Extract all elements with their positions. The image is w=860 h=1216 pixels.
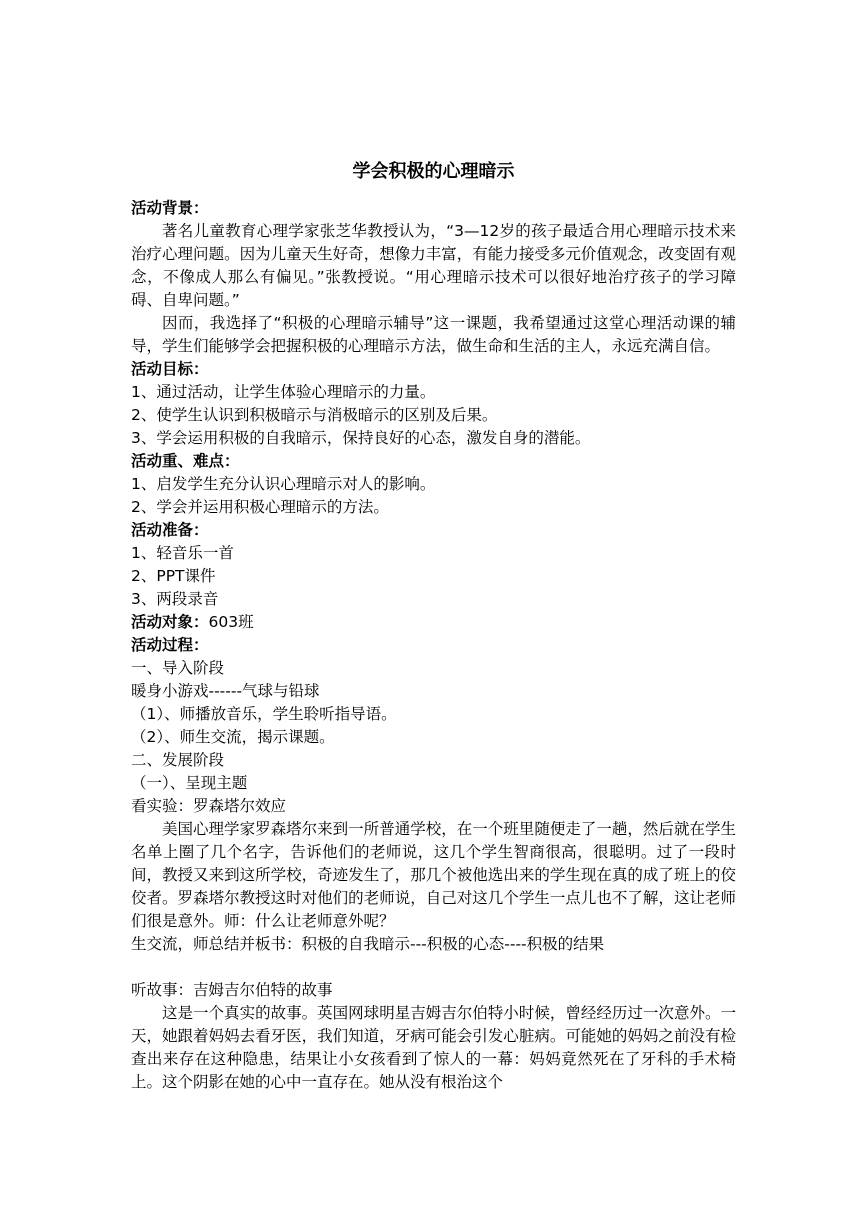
- prep-item: 1、轻音乐一首: [131, 544, 234, 562]
- summary-line: 生交流，师总结并板书：积极的自我暗示---积极的心态----积极的结果: [131, 935, 605, 953]
- keypoints-heading: 活动重、难点：: [131, 452, 240, 470]
- goal-item: 3、学会运用积极的自我暗示，保持良好的心态，激发自身的潜能。: [131, 429, 591, 447]
- story-paragraph: 这是一个真实的故事。英国网球明星吉姆吉尔伯特小时候，曾经经历过一次意外。一天，她跟着妈妈去看牙医，我们知道，牙病可能会引发心脏病。可能她的妈妈之前没有检查出来存在这种隐患，结果让小女孩看到了惊人的一幕：妈妈竟然死在了牙科的手术椅上。这个阴影在她的心中一直存在。她从没有根治这个: [131, 1004, 736, 1091]
- stage-2-heading: 二、发展阶段: [131, 751, 225, 769]
- process-step: （1）、师播放音乐，学生聆听指导语。: [131, 705, 397, 723]
- background-paragraph-1: 著名儿童教育心理学家张芝华教授认为，“3—12岁的孩子最适合用心理暗示技术来治疗心理问题。因为儿童天生好奇，想像力丰富，有能力接受多元价值观念，改变固有观念，不像成人那么有偏见。”张教授说。“用心理暗示技术可以很好地治疗孩子的学习障碍、自卑问题。”: [131, 222, 736, 309]
- document-page: [131, 160, 736, 1094]
- process-step: （2）、师生交流，揭示课题。: [131, 728, 335, 746]
- experiment-paragraph: 美国心理学家罗森塔尔来到一所普通学校，在一个班里随便走了一趟，然后就在学生名单上圈了几个名字，告诉他们的老师说，这几个学生智商很高，很聪明。过了一段时间，教授又来到这所学校，奇迹发生了，那几个被他选出来的学生现在真的成了班上的佼佼者。罗森塔尔教授这时对他们的老师说，自己对这几个学生一点儿也不了解，这让老师们很是意外。师：什么让老师意外呢？: [131, 820, 736, 930]
- document-title: 学会积极的心理暗示: [352, 161, 515, 182]
- goals-heading: 活动目标：: [131, 360, 209, 378]
- prep-item: 3、两段录音: [131, 590, 219, 608]
- target-value: 603班: [208, 613, 254, 631]
- process-heading: 活动过程：: [131, 636, 209, 654]
- warmup-game: 暖身小游戏------气球与铅球: [131, 682, 320, 700]
- goal-item: 1、通过活动，让学生体验心理暗示的力量。: [131, 383, 436, 401]
- experiment-heading: 看实验：罗森塔尔效应: [131, 797, 287, 815]
- prep-item: 2、PPT课件: [131, 567, 216, 585]
- sub-section-heading: （一）、呈现主题: [131, 774, 248, 792]
- blank-line: [131, 956, 736, 979]
- keypoint-item: 2、学会并运用积极心理暗示的方法。: [131, 498, 389, 516]
- background-heading: 活动背景：: [131, 199, 209, 217]
- prep-heading: 活动准备：: [131, 521, 209, 539]
- background-paragraph-2: 因而，我选择了“积极的心理暗示辅导”这一课题，我希望通过这堂心理活动课的辅导，学生们能够学会把握积极的心理暗示方法，做生命和生活的主人，永远充满自信。: [131, 314, 736, 355]
- stage-1-heading: 一、导入阶段: [131, 659, 225, 677]
- keypoint-item: 1、启发学生充分认识心理暗示对人的影响。: [131, 475, 436, 493]
- goal-item: 2、使学生认识到积极暗示与消极暗示的区别及后果。: [131, 406, 498, 424]
- target-line: [131, 611, 736, 634]
- target-heading: 活动对象：: [131, 613, 209, 631]
- story-heading: 听故事：吉姆吉尔伯特的故事: [131, 981, 333, 999]
